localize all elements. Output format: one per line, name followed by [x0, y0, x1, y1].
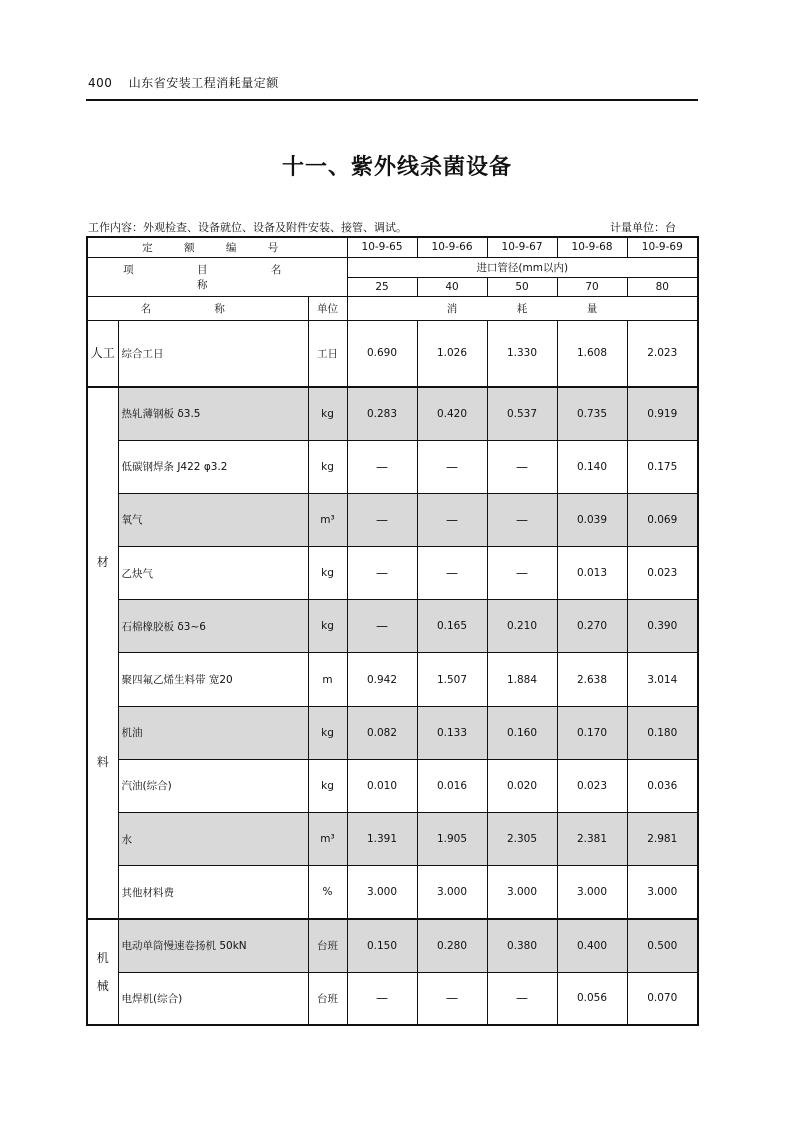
- item-name-label: 项 目 名 称: [87, 257, 347, 296]
- machine-category: 机 械: [87, 919, 118, 1025]
- value-cell: 2.381: [557, 813, 627, 866]
- value-cell: 0.180: [627, 706, 698, 759]
- pipe-size: 40: [417, 277, 487, 296]
- item-name: 石棉橡胶板 δ3~6: [118, 600, 308, 653]
- material-row: [87, 387, 698, 440]
- running-head: [88, 74, 279, 91]
- quota-table: [86, 236, 699, 1026]
- item-name: 机油: [118, 706, 308, 759]
- value-cell: 1.905: [417, 813, 487, 866]
- value-cell: 1.391: [347, 813, 417, 866]
- consumption-header-char: [347, 296, 417, 320]
- value-cell: 0.283: [347, 387, 417, 440]
- value-cell: 0.380: [487, 919, 557, 972]
- value-cell: —: [487, 972, 557, 1025]
- value-cell: 0.082: [347, 706, 417, 759]
- machine-row: [87, 919, 698, 972]
- material-row: [87, 866, 698, 919]
- value-cell: 0.175: [627, 440, 698, 493]
- value-cell: 0.056: [557, 972, 627, 1025]
- material-row: [87, 493, 698, 546]
- material-row: [87, 547, 698, 600]
- value-cell: 0.070: [627, 972, 698, 1025]
- item-unit: kg: [308, 706, 347, 759]
- quota-code: 10-9-65: [347, 237, 417, 257]
- value-cell: 0.400: [557, 919, 627, 972]
- value-cell: 0.210: [487, 600, 557, 653]
- spec-group-row: [87, 257, 698, 277]
- item-unit: kg: [308, 440, 347, 493]
- material-row: [87, 813, 698, 866]
- consumption-header-char: 消: [417, 296, 487, 320]
- section-title: 十一、紫外线杀菌设备: [281, 155, 512, 180]
- pipe-size: 25: [347, 277, 417, 296]
- value-cell: 0.133: [417, 706, 487, 759]
- value-cell: 1.026: [417, 320, 487, 387]
- value-cell: 0.170: [557, 706, 627, 759]
- item-unit: 台班: [308, 919, 347, 972]
- item-unit: m³: [308, 813, 347, 866]
- value-cell: 3.000: [487, 866, 557, 919]
- value-cell: 0.036: [627, 759, 698, 812]
- item-name: 低碳钢焊条 J422 φ3.2: [118, 440, 308, 493]
- value-cell: 2.638: [557, 653, 627, 706]
- material-row: [87, 440, 698, 493]
- item-name: 汽油(综合): [118, 759, 308, 812]
- value-cell: 3.000: [417, 866, 487, 919]
- spec-group-label: 进口管径(mm以内): [347, 257, 698, 277]
- item-name: 聚四氟乙烯生料带 宽20: [118, 653, 308, 706]
- item-unit: kg: [308, 600, 347, 653]
- value-cell: —: [347, 440, 417, 493]
- value-cell: 0.420: [417, 387, 487, 440]
- value-cell: 0.010: [347, 759, 417, 812]
- value-cell: 3.000: [557, 866, 627, 919]
- pipe-size: 70: [557, 277, 627, 296]
- value-cell: 0.537: [487, 387, 557, 440]
- value-cell: —: [347, 493, 417, 546]
- quota-code: 10-9-69: [627, 237, 698, 257]
- value-cell: —: [487, 547, 557, 600]
- material-row: [87, 653, 698, 706]
- material-row: [87, 706, 698, 759]
- value-cell: 0.069: [627, 493, 698, 546]
- column-header-row: [87, 296, 698, 320]
- value-cell: 0.270: [557, 600, 627, 653]
- value-cell: 3.000: [627, 866, 698, 919]
- labor-row: [87, 320, 698, 387]
- value-cell: 0.013: [557, 547, 627, 600]
- value-cell: 0.165: [417, 600, 487, 653]
- quota-code: 10-9-66: [417, 237, 487, 257]
- value-cell: —: [417, 547, 487, 600]
- value-cell: 1.330: [487, 320, 557, 387]
- value-cell: 0.280: [417, 919, 487, 972]
- value-cell: 0.500: [627, 919, 698, 972]
- pipe-size: 80: [627, 277, 698, 296]
- value-cell: —: [347, 972, 417, 1025]
- quota-code-label: 定 额 编 号: [87, 237, 347, 257]
- item-unit: 台班: [308, 972, 347, 1025]
- item-unit: m³: [308, 493, 347, 546]
- consumption-header-char: [627, 296, 698, 320]
- consumption-header-char: 耗: [487, 296, 557, 320]
- consumption-header-char: 量: [557, 296, 627, 320]
- value-cell: 0.919: [627, 387, 698, 440]
- item-name: 氧气: [118, 493, 308, 546]
- item-name: 电焊机(综合): [118, 972, 308, 1025]
- value-cell: 2.023: [627, 320, 698, 387]
- col-name-header: 名 称: [87, 296, 308, 320]
- value-cell: 3.014: [627, 653, 698, 706]
- col-unit-header: 单位: [308, 296, 347, 320]
- labor-category: 人工: [87, 320, 118, 387]
- value-cell: —: [417, 440, 487, 493]
- item-name: 乙炔气: [118, 547, 308, 600]
- machine-row: [87, 972, 698, 1025]
- item-unit: kg: [308, 547, 347, 600]
- value-cell: 0.039: [557, 493, 627, 546]
- item-unit: 工日: [308, 320, 347, 387]
- value-cell: 0.735: [557, 387, 627, 440]
- quota-code: 10-9-68: [557, 237, 627, 257]
- item-name: 热轧薄钢板 δ3.5: [118, 387, 308, 440]
- material-category: 材 料: [87, 387, 118, 919]
- value-cell: 0.942: [347, 653, 417, 706]
- value-cell: 0.690: [347, 320, 417, 387]
- value-cell: 1.884: [487, 653, 557, 706]
- item-name: 其他材料费: [118, 866, 308, 919]
- value-cell: 0.020: [487, 759, 557, 812]
- value-cell: —: [487, 493, 557, 546]
- value-cell: 2.305: [487, 813, 557, 866]
- value-cell: 0.160: [487, 706, 557, 759]
- measure-unit: 计量单位：台: [610, 221, 676, 234]
- work-content: 工作内容：外观检查、设备就位、设备及附件安装、接管、调试。: [88, 221, 407, 234]
- item-name: 水: [118, 813, 308, 866]
- value-cell: 1.608: [557, 320, 627, 387]
- value-cell: 1.507: [417, 653, 487, 706]
- item-name: 电动单筒慢速卷扬机 50kN: [118, 919, 308, 972]
- item-name: 综合工日: [118, 320, 308, 387]
- quota-code: 10-9-67: [487, 237, 557, 257]
- value-cell: 0.016: [417, 759, 487, 812]
- item-unit: m: [308, 653, 347, 706]
- item-unit: kg: [308, 759, 347, 812]
- pipe-size: 50: [487, 277, 557, 296]
- value-cell: —: [417, 493, 487, 546]
- value-cell: 3.000: [347, 866, 417, 919]
- material-row: [87, 759, 698, 812]
- value-cell: 0.023: [557, 759, 627, 812]
- value-cell: —: [347, 547, 417, 600]
- book-title: 山东省安装工程消耗量定额: [128, 76, 279, 90]
- value-cell: 0.150: [347, 919, 417, 972]
- material-row: [87, 600, 698, 653]
- value-cell: 2.981: [627, 813, 698, 866]
- value-cell: —: [347, 600, 417, 653]
- item-unit: %: [308, 866, 347, 919]
- value-cell: —: [417, 972, 487, 1025]
- value-cell: —: [487, 440, 557, 493]
- value-cell: 0.390: [627, 600, 698, 653]
- header-rule: [86, 99, 698, 101]
- value-cell: 0.023: [627, 547, 698, 600]
- page-number: 400: [88, 76, 113, 90]
- item-unit: kg: [308, 387, 347, 440]
- quota-code-row: [87, 237, 698, 257]
- value-cell: 0.140: [557, 440, 627, 493]
